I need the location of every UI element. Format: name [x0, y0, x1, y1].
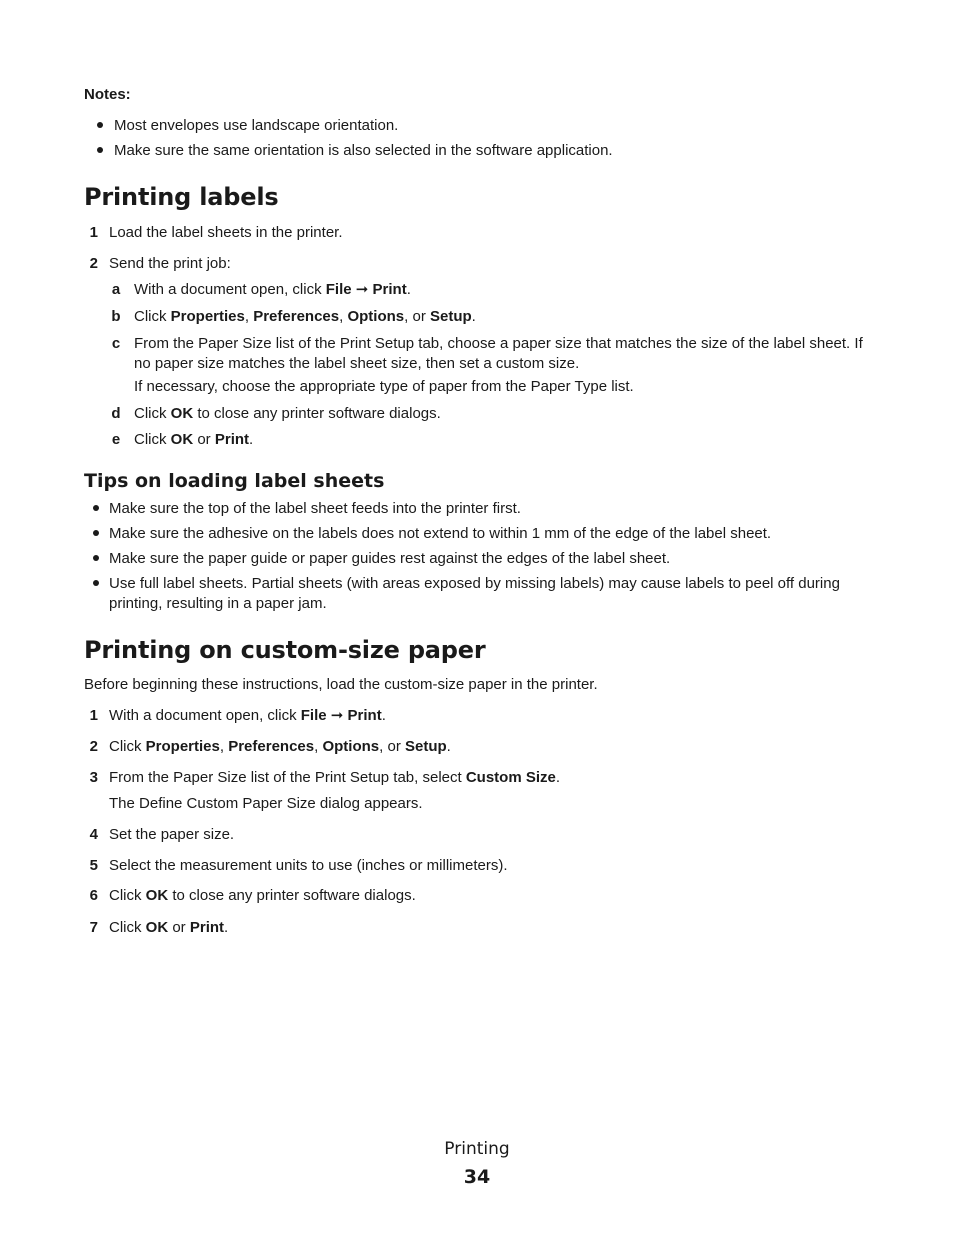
step-number: 5 — [89, 857, 98, 874]
intro-text: Before beginning these instructions, load the custom-size paper in the printer. — [84, 676, 598, 693]
step-note: The Define Custom Paper Size dialog appears. — [109, 795, 423, 812]
note-item: Make sure the same orientation is also selected in the software application. — [114, 142, 613, 159]
subsection-heading-tips: Tips on loading label sheets — [84, 470, 385, 492]
step-number: 7 — [89, 919, 98, 936]
arrow-icon: ➞ — [355, 281, 369, 298]
substep-letter: c — [111, 335, 121, 352]
tip-item: Make sure the paper guide or paper guides rest against the edges of the label sheet. — [109, 550, 671, 567]
section-heading-printing-labels: Printing labels — [84, 183, 279, 211]
substep-text: Click Properties, Preferences, Options, or Setup. — [134, 308, 476, 325]
step-text: Select the measurement units to use (inches or millimeters). — [109, 857, 508, 874]
bullet-icon — [93, 505, 99, 511]
step-number: 1 — [89, 224, 98, 241]
tip-item: Make sure the top of the label sheet feeds into the printer first. — [109, 500, 521, 517]
step-text: Send the print job: — [109, 255, 231, 272]
substep-text: Click OK or Print. — [134, 431, 254, 448]
substep-letter: e — [111, 431, 121, 448]
page-number: 34 — [463, 1166, 491, 1188]
bullet-icon — [93, 530, 99, 536]
substep-letter: a — [111, 281, 121, 298]
arrow-icon: ➞ — [330, 707, 344, 724]
step-text: From the Paper Size list of the Print Setup tab, select Custom Size. — [109, 769, 561, 786]
step-text: Click Properties, Preferences, Options, or Setup. — [109, 738, 451, 755]
substep-text: From the Paper Size list of the Print Setup tab, choose a paper size that matches the size of the label sheet. If no paper size matches the label sheet size, then set a custom size. — [134, 335, 863, 372]
step-number: 2 — [89, 738, 98, 755]
note-item: Most envelopes use landscape orientation. — [114, 117, 399, 134]
tip-item: Make sure the adhesive on the labels does not extend to within 1 mm of the edge of the label sheet. — [109, 525, 772, 542]
bullet-icon — [97, 122, 103, 128]
substep-letter: d — [111, 405, 121, 422]
substep-text: Click OK to close any printer software dialogs. — [134, 405, 441, 422]
notes-title: Notes: — [84, 86, 131, 103]
section-heading-custom-size: Printing on custom-size paper — [84, 636, 486, 664]
substep-letter: b — [111, 308, 121, 325]
step-number: 2 — [89, 255, 98, 272]
step-number: 6 — [89, 887, 98, 904]
tip-item: Use full label sheets. Partial sheets (with areas exposed by missing labels) may cause labels to peel off during printing, resulting in a paper jam. — [109, 575, 840, 612]
step-number: 1 — [89, 707, 98, 724]
bullet-icon — [97, 147, 103, 153]
step-number: 4 — [89, 826, 98, 843]
substep-text: With a document open, click File ➞ Print. — [134, 281, 411, 298]
step-text: Set the paper size. — [109, 826, 235, 843]
step-text: Click OK or Print. — [109, 919, 229, 936]
step-text: With a document open, click File ➞ Print. — [109, 707, 386, 724]
substep-note: If necessary, choose the appropriate type of paper from the Paper Type list. — [134, 378, 634, 395]
step-number: 3 — [89, 769, 98, 786]
step-text: Load the label sheets in the printer. — [109, 224, 343, 241]
bullet-icon — [93, 580, 99, 586]
footer-section-label: Printing — [444, 1139, 510, 1159]
bullet-icon — [93, 555, 99, 561]
step-text: Click OK to close any printer software dialogs. — [109, 887, 416, 904]
